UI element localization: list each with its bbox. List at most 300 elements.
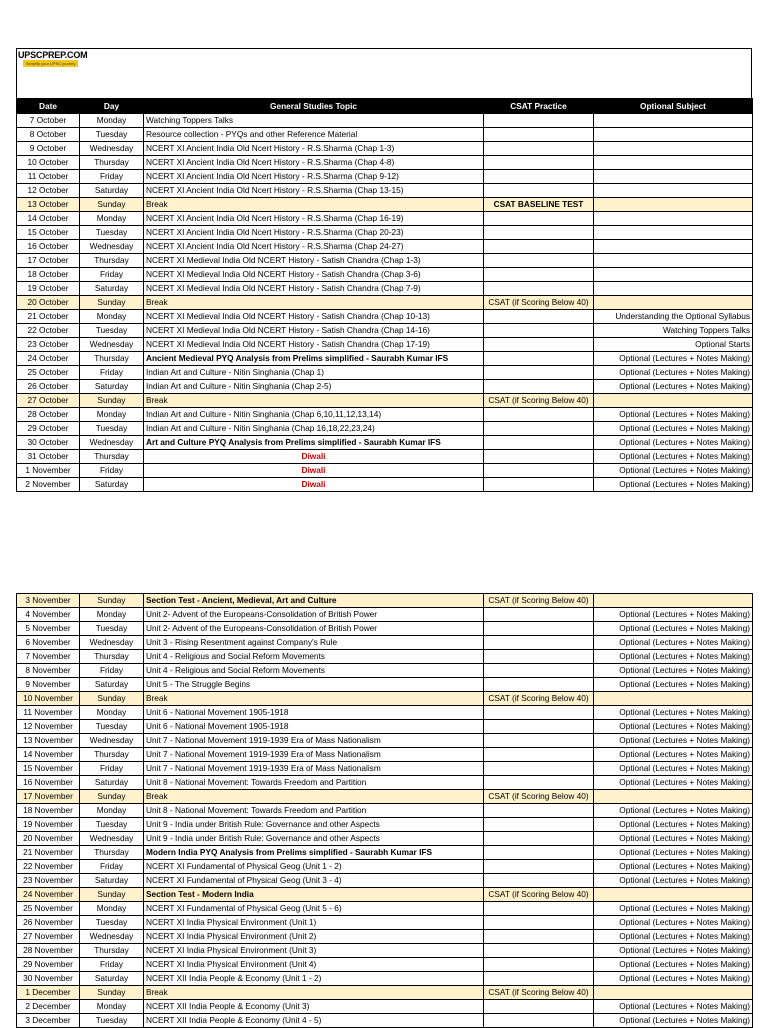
- table-row: [17, 664, 753, 678]
- day-cell: Friday: [80, 958, 144, 972]
- table-row: [17, 818, 753, 832]
- csat-cell: [484, 874, 594, 888]
- day-cell: Monday: [80, 804, 144, 818]
- csat-cell: [484, 664, 594, 678]
- topic-cell: NCERT XI Fundamental of Physical Geog (Unit 3 - 4): [144, 874, 484, 888]
- date-cell: 10 November: [17, 692, 80, 706]
- day-cell: Sunday: [80, 692, 144, 706]
- date-cell: 3 November: [17, 594, 80, 608]
- table-row: [17, 268, 753, 282]
- table-row: [17, 874, 753, 888]
- topic-cell: NCERT XI India Physical Environment (Unit 4): [144, 958, 484, 972]
- optional-cell: Optional (Lectures + Notes Making): [594, 636, 753, 650]
- date-cell: 22 November: [17, 860, 80, 874]
- topic-cell: Unit 9 - India under British Rule: Governance and other Aspects: [144, 832, 484, 846]
- optional-cell: Optional (Lectures + Notes Making): [594, 720, 753, 734]
- optional-cell: Optional (Lectures + Notes Making): [594, 608, 753, 622]
- day-cell: Wednesday: [80, 636, 144, 650]
- csat-cell: CSAT (if Scoring Below 40): [484, 296, 594, 310]
- csat-cell: [484, 916, 594, 930]
- topic-cell: Break: [144, 692, 484, 706]
- optional-cell: Optional (Lectures + Notes Making): [594, 622, 753, 636]
- topic-cell: NCERT XI Medieval India Old NCERT History - Satish Chandra (Chap 3-6): [144, 268, 484, 282]
- optional-cell: [594, 198, 753, 212]
- topic-cell: NCERT XI Medieval India Old NCERT History - Satish Chandra (Chap 7-9): [144, 282, 484, 296]
- date-cell: 15 October: [17, 226, 80, 240]
- topic-cell: Unit 7 - National Movement 1919-1939 Era of Mass Nationalism: [144, 748, 484, 762]
- topic-cell: Break: [144, 296, 484, 310]
- csat-cell: [484, 1014, 594, 1028]
- topic-cell: NCERT XI India Physical Environment (Unit 2): [144, 930, 484, 944]
- topic-cell: Indian Art and Culture - Nitin Singhania (Chap 2-5): [144, 380, 484, 394]
- date-cell: 9 November: [17, 678, 80, 692]
- table-row: [17, 832, 753, 846]
- csat-cell: CSAT (if Scoring Below 40): [484, 594, 594, 608]
- csat-cell: [484, 142, 594, 156]
- table-row: [17, 986, 753, 1000]
- day-cell: Sunday: [80, 888, 144, 902]
- day-cell: Sunday: [80, 790, 144, 804]
- optional-cell: Optional (Lectures + Notes Making): [594, 944, 753, 958]
- table-row: [17, 706, 753, 720]
- topic-cell: Indian Art and Culture - Nitin Singhania (Chap 1): [144, 366, 484, 380]
- date-cell: 8 October: [17, 128, 80, 142]
- table-row: [17, 1000, 753, 1014]
- csat-cell: [484, 408, 594, 422]
- csat-cell: [484, 156, 594, 170]
- table-row: [17, 282, 753, 296]
- col-header-date: Date: [17, 99, 80, 114]
- date-cell: 31 October: [17, 450, 80, 464]
- csat-cell: [484, 622, 594, 636]
- optional-cell: Optional (Lectures + Notes Making): [594, 804, 753, 818]
- day-cell: Wednesday: [80, 930, 144, 944]
- day-cell: Tuesday: [80, 622, 144, 636]
- optional-cell: Optional (Lectures + Notes Making): [594, 478, 753, 492]
- day-cell: Wednesday: [80, 436, 144, 450]
- day-cell: Sunday: [80, 394, 144, 408]
- table-row: [17, 720, 753, 734]
- csat-cell: CSAT BASELINE TEST: [484, 198, 594, 212]
- optional-cell: [594, 184, 753, 198]
- topic-cell: Break: [144, 198, 484, 212]
- day-cell: Saturday: [80, 678, 144, 692]
- optional-cell: Optional (Lectures + Notes Making): [594, 958, 753, 972]
- optional-cell: Optional Starts: [594, 338, 753, 352]
- optional-cell: [594, 114, 753, 128]
- optional-cell: Optional (Lectures + Notes Making): [594, 860, 753, 874]
- topic-cell: Ancient Medieval PYQ Analysis from Prelims simplified - Saurabh Kumar IFS: [144, 352, 484, 366]
- day-cell: Wednesday: [80, 240, 144, 254]
- date-cell: 7 October: [17, 114, 80, 128]
- date-cell: 16 November: [17, 776, 80, 790]
- day-cell: Saturday: [80, 184, 144, 198]
- csat-cell: [484, 114, 594, 128]
- optional-cell: [594, 170, 753, 184]
- date-cell: 25 November: [17, 902, 80, 916]
- date-cell: 24 October: [17, 352, 80, 366]
- csat-cell: CSAT (if Scoring Below 40): [484, 888, 594, 902]
- topic-cell: NCERT XII India People & Economy (Unit 4 - 5): [144, 1014, 484, 1028]
- csat-cell: [484, 930, 594, 944]
- csat-cell: [484, 804, 594, 818]
- topic-cell: NCERT XI India Physical Environment (Unit 1): [144, 916, 484, 930]
- optional-cell: Optional (Lectures + Notes Making): [594, 706, 753, 720]
- optional-cell: Optional (Lectures + Notes Making): [594, 422, 753, 436]
- optional-cell: Optional (Lectures + Notes Making): [594, 464, 753, 478]
- table-header-row: [17, 99, 753, 114]
- csat-cell: [484, 902, 594, 916]
- csat-cell: [484, 128, 594, 142]
- date-cell: 26 October: [17, 380, 80, 394]
- table-row: [17, 184, 753, 198]
- topic-cell: NCERT XI Ancient India Old Ncert History - R.S.Sharma (Chap 1-3): [144, 142, 484, 156]
- date-cell: 21 November: [17, 846, 80, 860]
- optional-cell: Optional (Lectures + Notes Making): [594, 916, 753, 930]
- csat-cell: [484, 608, 594, 622]
- table-row: [17, 254, 753, 268]
- date-cell: 29 November: [17, 958, 80, 972]
- day-cell: Saturday: [80, 776, 144, 790]
- csat-cell: [484, 958, 594, 972]
- topic-cell: NCERT XII India People & Economy (Unit 3): [144, 1000, 484, 1014]
- table-row: [17, 776, 753, 790]
- date-cell: 28 October: [17, 408, 80, 422]
- day-cell: Monday: [80, 310, 144, 324]
- csat-cell: [484, 324, 594, 338]
- date-cell: 3 December: [17, 1014, 80, 1028]
- date-cell: 1 November: [17, 464, 80, 478]
- optional-cell: [594, 394, 753, 408]
- topic-cell: NCERT XI Medieval India Old NCERT History - Satish Chandra (Chap 10-13): [144, 310, 484, 324]
- table-row: [17, 436, 753, 450]
- day-cell: Sunday: [80, 198, 144, 212]
- date-cell: 6 November: [17, 636, 80, 650]
- optional-cell: [594, 142, 753, 156]
- topic-cell: Indian Art and Culture - Nitin Singhania (Chap 16,18,22,23,24): [144, 422, 484, 436]
- csat-cell: [484, 832, 594, 846]
- optional-cell: [594, 790, 753, 804]
- topic-cell: NCERT XI Ancient India Old Ncert History - R.S.Sharma (Chap 4-8): [144, 156, 484, 170]
- date-cell: 7 November: [17, 650, 80, 664]
- optional-cell: [594, 986, 753, 1000]
- day-cell: Friday: [80, 860, 144, 874]
- col-header-optional: Optional Subject: [594, 99, 753, 114]
- csat-cell: [484, 352, 594, 366]
- brand-tagline: Simplify your UPSC journey: [23, 60, 78, 67]
- optional-cell: [594, 156, 753, 170]
- optional-cell: Optional (Lectures + Notes Making): [594, 1014, 753, 1028]
- table-row: [17, 240, 753, 254]
- day-cell: Monday: [80, 902, 144, 916]
- csat-cell: [484, 972, 594, 986]
- topic-cell: NCERT XI Ancient India Old Ncert History - R.S.Sharma (Chap 16-19): [144, 212, 484, 226]
- day-cell: Friday: [80, 366, 144, 380]
- day-cell: Tuesday: [80, 226, 144, 240]
- table-row: [17, 916, 753, 930]
- date-cell: 1 December: [17, 986, 80, 1000]
- optional-cell: Optional (Lectures + Notes Making): [594, 902, 753, 916]
- topic-cell: Break: [144, 394, 484, 408]
- optional-cell: Optional (Lectures + Notes Making): [594, 450, 753, 464]
- optional-cell: Optional (Lectures + Notes Making): [594, 762, 753, 776]
- table-row: [17, 114, 753, 128]
- topic-cell: NCERT XI Medieval India Old NCERT History - Satish Chandra (Chap 14-16): [144, 324, 484, 338]
- date-cell: 20 November: [17, 832, 80, 846]
- csat-cell: [484, 860, 594, 874]
- csat-cell: [484, 818, 594, 832]
- date-cell: 21 October: [17, 310, 80, 324]
- topic-cell: Section Test - Modern India: [144, 888, 484, 902]
- table-row: [17, 338, 753, 352]
- topic-cell: NCERT XI Ancient India Old Ncert History - R.S.Sharma (Chap 13-15): [144, 184, 484, 198]
- optional-cell: Optional (Lectures + Notes Making): [594, 352, 753, 366]
- day-cell: Monday: [80, 706, 144, 720]
- day-cell: Tuesday: [80, 720, 144, 734]
- optional-cell: [594, 240, 753, 254]
- topic-cell: Resource collection - PYQs and other Reference Material: [144, 128, 484, 142]
- topic-cell: Unit 8 - National Movement: Towards Freedom and Partition: [144, 804, 484, 818]
- table-row: [17, 692, 753, 706]
- day-cell: Thursday: [80, 846, 144, 860]
- date-cell: 8 November: [17, 664, 80, 678]
- topic-cell: NCERT XI Medieval India Old NCERT History - Satish Chandra (Chap 17-19): [144, 338, 484, 352]
- topic-cell: Diwali: [144, 464, 484, 478]
- date-cell: 27 October: [17, 394, 80, 408]
- table-row: [17, 636, 753, 650]
- date-cell: 29 October: [17, 422, 80, 436]
- csat-cell: [484, 762, 594, 776]
- day-cell: Saturday: [80, 972, 144, 986]
- date-cell: 13 October: [17, 198, 80, 212]
- date-cell: 9 October: [17, 142, 80, 156]
- date-cell: 14 November: [17, 748, 80, 762]
- day-cell: Wednesday: [80, 832, 144, 846]
- topic-cell: NCERT XI Ancient India Old Ncert History - R.S.Sharma (Chap 20-23): [144, 226, 484, 240]
- day-cell: Thursday: [80, 156, 144, 170]
- date-cell: 23 November: [17, 874, 80, 888]
- csat-cell: [484, 720, 594, 734]
- topic-cell: Unit 6 - National Movement 1905-1918: [144, 706, 484, 720]
- optional-cell: Optional (Lectures + Notes Making): [594, 380, 753, 394]
- table-row: [17, 128, 753, 142]
- csat-cell: CSAT (if Scoring Below 40): [484, 394, 594, 408]
- table-row: [17, 888, 753, 902]
- table-row: [17, 408, 753, 422]
- date-cell: 20 October: [17, 296, 80, 310]
- schedule-table-october: [16, 98, 753, 492]
- day-cell: Tuesday: [80, 128, 144, 142]
- table-row: [17, 734, 753, 748]
- optional-cell: Optional (Lectures + Notes Making): [594, 818, 753, 832]
- table-row: [17, 296, 753, 310]
- optional-cell: [594, 212, 753, 226]
- topic-cell: Break: [144, 986, 484, 1000]
- topic-cell: NCERT XI Medieval India Old NCERT History - Satish Chandra (Chap 1-3): [144, 254, 484, 268]
- date-cell: 18 November: [17, 804, 80, 818]
- table-row: [17, 1014, 753, 1028]
- day-cell: Monday: [80, 1000, 144, 1014]
- optional-cell: Optional (Lectures + Notes Making): [594, 930, 753, 944]
- date-cell: 10 October: [17, 156, 80, 170]
- topic-cell: Unit 7 - National Movement 1919-1939 Era of Mass Nationalism: [144, 762, 484, 776]
- optional-cell: Optional (Lectures + Notes Making): [594, 748, 753, 762]
- topic-cell: NCERT XI India Physical Environment (Unit 3): [144, 944, 484, 958]
- day-cell: Tuesday: [80, 1014, 144, 1028]
- topic-cell: Unit 2- Advent of the Europeans-Consolidation of British Power: [144, 622, 484, 636]
- topic-cell: Unit 3 - Rising Resentment against Company's Rule: [144, 636, 484, 650]
- csat-cell: [484, 650, 594, 664]
- col-header-csat: CSAT Practice: [484, 99, 594, 114]
- csat-cell: CSAT (if Scoring Below 40): [484, 790, 594, 804]
- csat-cell: [484, 944, 594, 958]
- day-cell: Sunday: [80, 594, 144, 608]
- date-cell: 4 November: [17, 608, 80, 622]
- day-cell: Thursday: [80, 352, 144, 366]
- date-cell: 26 November: [17, 916, 80, 930]
- day-cell: Monday: [80, 114, 144, 128]
- date-cell: 12 November: [17, 720, 80, 734]
- table-row: [17, 198, 753, 212]
- date-cell: 22 October: [17, 324, 80, 338]
- day-cell: Friday: [80, 762, 144, 776]
- csat-cell: [484, 254, 594, 268]
- day-cell: Tuesday: [80, 422, 144, 436]
- csat-cell: [484, 846, 594, 860]
- csat-cell: [484, 170, 594, 184]
- table-row: [17, 212, 753, 226]
- csat-cell: [484, 282, 594, 296]
- day-cell: Thursday: [80, 748, 144, 762]
- table-row: [17, 422, 753, 436]
- topic-cell: Watching Toppers Talks: [144, 114, 484, 128]
- date-cell: 2 December: [17, 1000, 80, 1014]
- optional-cell: [594, 296, 753, 310]
- date-cell: 11 October: [17, 170, 80, 184]
- csat-cell: CSAT (if Scoring Below 40): [484, 986, 594, 1000]
- date-cell: 30 October: [17, 436, 80, 450]
- topic-cell: Unit 7 - National Movement 1919-1939 Era of Mass Nationalism: [144, 734, 484, 748]
- optional-cell: [594, 268, 753, 282]
- csat-cell: [484, 380, 594, 394]
- optional-cell: [594, 226, 753, 240]
- csat-cell: [484, 1000, 594, 1014]
- csat-cell: [484, 226, 594, 240]
- csat-cell: [484, 366, 594, 380]
- csat-cell: [484, 240, 594, 254]
- optional-cell: Optional (Lectures + Notes Making): [594, 678, 753, 692]
- day-cell: Thursday: [80, 254, 144, 268]
- day-cell: Thursday: [80, 944, 144, 958]
- table-row: [17, 464, 753, 478]
- topic-cell: Unit 4 - Religious and Social Reform Movements: [144, 650, 484, 664]
- date-cell: 5 November: [17, 622, 80, 636]
- table-row: [17, 944, 753, 958]
- topic-cell: Diwali: [144, 450, 484, 464]
- day-cell: Monday: [80, 212, 144, 226]
- optional-cell: [594, 128, 753, 142]
- date-cell: 19 November: [17, 818, 80, 832]
- topic-cell: Art and Culture PYQ Analysis from Prelims simplified - Saurabh Kumar IFS: [144, 436, 484, 450]
- topic-cell: Unit 5 - The Struggle Begins: [144, 678, 484, 692]
- day-cell: Saturday: [80, 478, 144, 492]
- topic-cell: NCERT XII India People & Economy (Unit 1 - 2): [144, 972, 484, 986]
- csat-cell: [484, 706, 594, 720]
- topic-cell: NCERT XI Ancient India Old Ncert History - R.S.Sharma (Chap 24-27): [144, 240, 484, 254]
- date-cell: 28 November: [17, 944, 80, 958]
- optional-cell: Optional (Lectures + Notes Making): [594, 366, 753, 380]
- day-cell: Monday: [80, 608, 144, 622]
- day-cell: Friday: [80, 664, 144, 678]
- day-cell: Wednesday: [80, 338, 144, 352]
- optional-cell: [594, 282, 753, 296]
- topic-cell: Section Test - Ancient, Medieval, Art and Culture: [144, 594, 484, 608]
- table-row: [17, 804, 753, 818]
- table-row: [17, 226, 753, 240]
- csat-cell: [484, 734, 594, 748]
- optional-cell: Optional (Lectures + Notes Making): [594, 734, 753, 748]
- topic-cell: Unit 4 - Religious and Social Reform Movements: [144, 664, 484, 678]
- table-row: [17, 958, 753, 972]
- date-cell: 23 October: [17, 338, 80, 352]
- table-row: [17, 608, 753, 622]
- date-cell: 13 November: [17, 734, 80, 748]
- optional-cell: Optional (Lectures + Notes Making): [594, 776, 753, 790]
- table-row: [17, 170, 753, 184]
- topic-cell: Break: [144, 790, 484, 804]
- csat-cell: [484, 478, 594, 492]
- col-header-topic: General Studies Topic: [144, 99, 484, 114]
- date-cell: 19 October: [17, 282, 80, 296]
- date-cell: 16 October: [17, 240, 80, 254]
- topic-cell: Diwali: [144, 478, 484, 492]
- csat-cell: [484, 464, 594, 478]
- topic-cell: Indian Art and Culture - Nitin Singhania (Chap 6,10,11,12,13,14): [144, 408, 484, 422]
- table-row: [17, 860, 753, 874]
- table-row: [17, 762, 753, 776]
- table-row: [17, 310, 753, 324]
- table-row: [17, 846, 753, 860]
- optional-cell: [594, 888, 753, 902]
- day-cell: Saturday: [80, 874, 144, 888]
- csat-cell: [484, 436, 594, 450]
- day-cell: Wednesday: [80, 734, 144, 748]
- topic-cell: NCERT XI Ancient India Old Ncert History - R.S.Sharma (Chap 9-12): [144, 170, 484, 184]
- csat-cell: [484, 338, 594, 352]
- optional-cell: [594, 594, 753, 608]
- date-cell: 24 November: [17, 888, 80, 902]
- table-row: [17, 930, 753, 944]
- optional-cell: Optional (Lectures + Notes Making): [594, 846, 753, 860]
- topic-cell: Modern India PYQ Analysis from Prelims simplified - Saurabh Kumar IFS: [144, 846, 484, 860]
- csat-cell: [484, 184, 594, 198]
- optional-cell: Optional (Lectures + Notes Making): [594, 874, 753, 888]
- optional-cell: Watching Toppers Talks: [594, 324, 753, 338]
- brand-logo: UPSCPREP.COM: [18, 50, 88, 60]
- optional-cell: Understanding the Optional Syllabus: [594, 310, 753, 324]
- optional-cell: Optional (Lectures + Notes Making): [594, 1000, 753, 1014]
- date-cell: 27 November: [17, 930, 80, 944]
- col-header-day: Day: [80, 99, 144, 114]
- csat-cell: [484, 450, 594, 464]
- topic-cell: Unit 6 - National Movement 1905-1918: [144, 720, 484, 734]
- optional-cell: Optional (Lectures + Notes Making): [594, 650, 753, 664]
- day-cell: Sunday: [80, 986, 144, 1000]
- table-row: [17, 650, 753, 664]
- date-cell: 17 October: [17, 254, 80, 268]
- date-cell: 17 November: [17, 790, 80, 804]
- date-cell: 18 October: [17, 268, 80, 282]
